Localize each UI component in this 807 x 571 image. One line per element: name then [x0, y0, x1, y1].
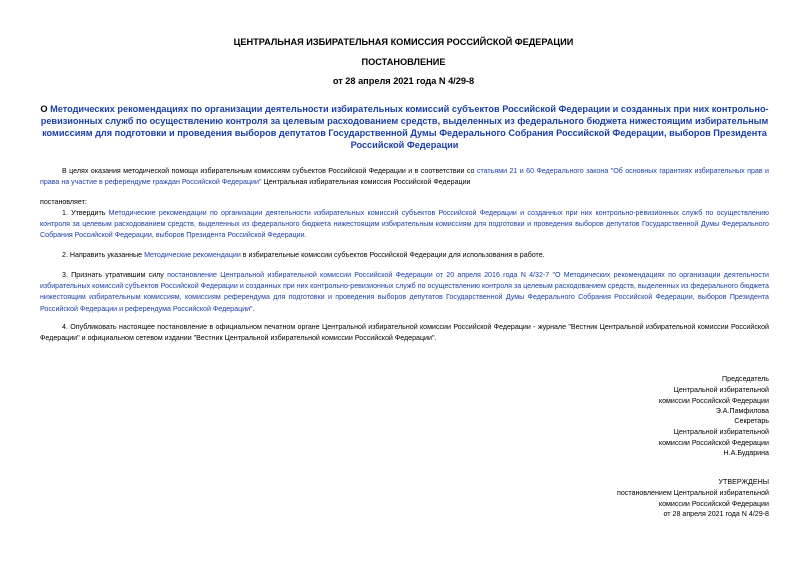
- item-2: 2. Направить указанные Методические рекомендации в избирательные комиссии субъектов Российской Федерации для использования в работе.: [62, 251, 545, 259]
- item-4: 4. Опубликовать настоящее постановление в официальном печатном органе Центральной избирательной комиссии Российской Федерации - журнале "Вестник Центральной избирательной комиссии Российской Федерации" и официальном сетевом издании "Вестник Центральной избирательной комиссии Российской Федерации".: [40, 323, 769, 343]
- recommendations-link-2[interactable]: Методические рекомендации: [144, 251, 241, 259]
- recommendations-link[interactable]: Методические рекомендации по организации деятельности избирательных комиссий субъектов Российской Федерации и созданных при них контрольно-ревизионных служб по осуществлению контроля за целевым расходованием средств, выделенных из федерального бюджета нижестоящим избирательным комиссиям для подготовки и проведения выборов депутатов Государственной Думы Федерального Собрания Российской Федерации, выборов Президента Российской Федерации.: [40, 209, 769, 240]
- organization-heading: ЦЕНТРАЛЬНАЯ ИЗБИРАТЕЛЬНАЯ КОМИССИЯ РОССИЙСКОЙ ФЕДЕРАЦИИ: [233, 37, 574, 47]
- document-title: [40, 103, 769, 151]
- document-date-number: от 28 апреля 2021 года N 4/29-8: [332, 76, 475, 86]
- chairman-signature: Председатель Центральной избирательной комиссии Российской Федерации Э.А.Памфилова: [658, 375, 769, 416]
- title-prefix: О: [40, 104, 48, 114]
- item-3: 3. Признать утратившим силу постановление Центральной избирательной комиссии Российской Федерации от 20 апреля 2016 года N 4/32-7 "О Методических рекомендациях по организации деятельности избирательных комиссий субъектов Российской Федерации и созданных при них контрольно-ревизионных служб по осуществлению контроля за целевым расходованием средств, выделенных из федерального бюджета нижестоящим избирательным комиссиям, комиссиям референдума для подготовки и проведения выборов депутатов Государственной Думы Федерального Собрания Российской Федерации, выборов Президента Российской Федерации и референдума Российской Федерации".: [40, 271, 770, 313]
- approval-block: УТВЕРЖДЕНЫ постановлением Центральной избирательной комиссии Российской Федерации от 28 апреля 2021 года N 4/29-8: [617, 478, 769, 519]
- title-link[interactable]: Методических рекомендациях по организации деятельности избирательных комиссий субъектов Российской Федерации и созданных при них контрольно-ревизионных служб по осуществлению контроля за целевым расходованием средств, выделенных из федерального бюджета нижестоящим избирательным комиссиям для подготовки и проведения выборов депутатов Государственной Думы Федерального Собрания Российской Федерации, выборов Президента Российской Федерации: [40, 104, 769, 150]
- repealed-resolution-link[interactable]: постановление Центральной избирательной комиссии Российской Федерации от 20 апреля 2016 года N 4/32-7 "О Методических рекомендациях по организации деятельности избирательных комиссий субъектов Российской Федерации и созданных при них контрольно-ревизионных служб по осуществлению контроля за целевым расходованием средств, выделенных из федерального бюджета нижестоящим избирательным комиссиям, комиссиям референдума для подготовки и проведения выборов депутатов Государственной Думы Федерального Собрания Российской Федерации, выборов Президента Российской Федерации и референдума Российской Федерации".: [40, 271, 770, 313]
- secretary-signature: Секретарь Центральной избирательной комиссии Российской Федерации Н.А.Бударина: [658, 417, 769, 458]
- preamble-paragraph: В целях оказания методической помощи избирательным комиссиям субъектов Российской Федерации и в соответствии со статьями 21 и 60 Федерального закона "Об основных гарантиях избирательных прав и права на участие в референдуме граждан Российской Федерации" Центральная избирательная комиссия Российской Федерации: [40, 167, 769, 187]
- item-1: 1. Утвердить Методические рекомендации по организации деятельности избирательных комиссий субъектов Российской Федерации и созданных при них контрольно-ревизионных служб по осуществлению контроля за целевым расходованием средств, выделенных из федерального бюджета нижестоящим избирательным комиссиям для подготовки и проведения выборов депутатов Государственной Думы Федерального Собрания Российской Федерации, выборов Президента Российской Федерации.: [40, 209, 769, 240]
- document-type: ПОСТАНОВЛЕНИЕ: [361, 57, 446, 67]
- resolves-label: постановляет:: [40, 198, 87, 206]
- law-link[interactable]: статьями 21 и 60 Федерального закона "Об основных гарантиях избирательных прав и права на участие в референдуме граждан Российской Федерации": [40, 167, 769, 187]
